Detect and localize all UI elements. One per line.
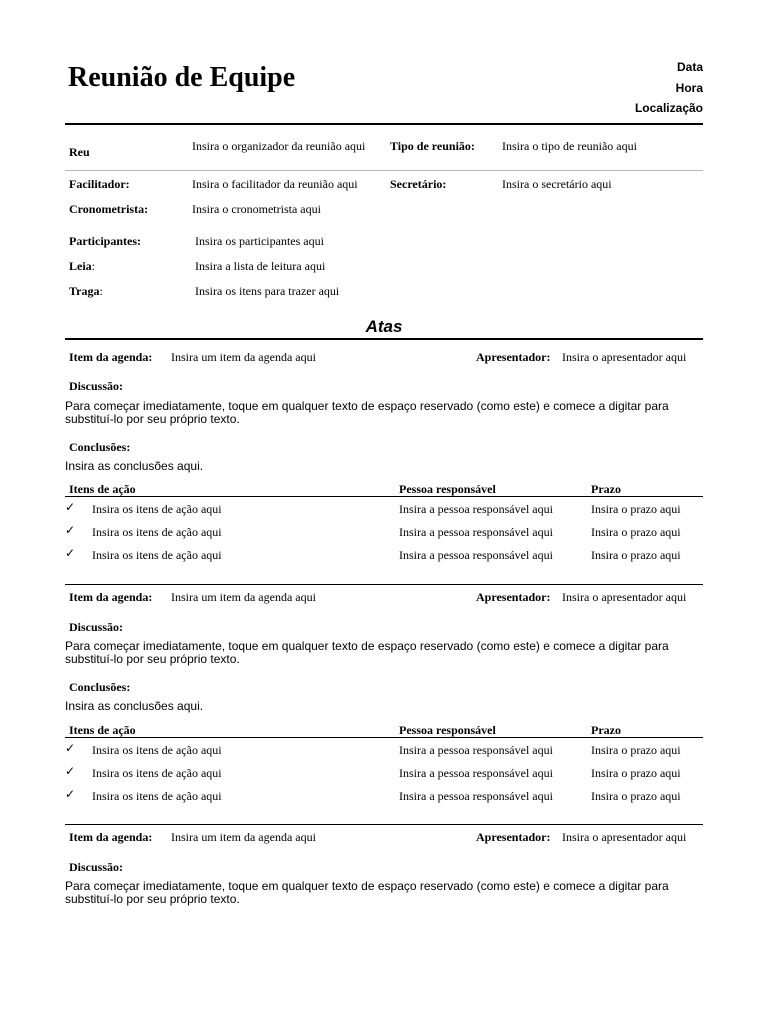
checkmark-icon: ✓ xyxy=(65,787,76,801)
deadline-header: Prazo xyxy=(591,723,621,737)
organizer-label: Reu xyxy=(69,145,90,159)
action-items-header: Itens de ação xyxy=(69,723,136,737)
action-table-divider xyxy=(65,737,703,738)
conclusions-text[interactable]: Insira as conclusões aqui. xyxy=(65,459,204,473)
participants-label: Participantes: xyxy=(69,234,141,248)
discussion-text[interactable]: Para começar imediatamente, toque em qualquer texto de espaço reservado (como este) e comece a digitar para substituí-lo por seu próprio texto. xyxy=(65,639,669,666)
time-field[interactable]: Hora xyxy=(675,81,703,95)
action-deadline[interactable]: Insira o prazo aqui xyxy=(591,743,681,757)
presenter-label: Apresentador: xyxy=(476,350,551,364)
secretary-value[interactable]: Insira o secretário aqui xyxy=(502,177,612,191)
organizer-value[interactable]: Insira o organizador da reunião aqui xyxy=(192,139,366,153)
bring-label-colon: : xyxy=(99,284,103,298)
checkmark-icon: ✓ xyxy=(65,741,76,755)
bring-label-text: Traga xyxy=(69,284,100,298)
read-label-colon: : xyxy=(91,259,96,273)
action-person[interactable]: Insira a pessoa responsável aqui xyxy=(399,766,553,780)
presenter-value[interactable]: Insira o apresentador aqui xyxy=(562,830,687,844)
checkmark-icon: ✓ xyxy=(65,523,76,537)
agenda-item-value[interactable]: Insira um item da agenda aqui xyxy=(171,350,316,364)
meeting-type-label: Tipo de reunião: xyxy=(390,139,475,153)
agenda-item-label: Item da agenda: xyxy=(69,350,153,364)
discussion-text[interactable]: Para começar imediatamente, toque em qualquer texto de espaço reservado (como este) e comece a digitar para substituí-lo por seu próprio texto. xyxy=(65,399,669,426)
checkmark-icon: ✓ xyxy=(65,764,76,778)
location-field[interactable]: Localização xyxy=(634,101,703,115)
participants-value[interactable]: Insira os participantes aqui xyxy=(195,234,324,248)
action-item[interactable]: Insira os itens de ação aqui xyxy=(92,502,222,516)
action-item[interactable]: Insira os itens de ação aqui xyxy=(92,766,222,780)
action-deadline[interactable]: Insira o prazo aqui xyxy=(591,789,681,803)
minutes-heading: Atas xyxy=(365,317,403,336)
timekeeper-label: Cronometrista: xyxy=(69,202,149,216)
discussion-label: Discussão: xyxy=(69,620,124,634)
details-divider xyxy=(65,170,703,171)
read-label xyxy=(69,259,95,274)
agenda-item-label: Item da agenda: xyxy=(69,590,153,604)
agenda-item-label: Item da agenda: xyxy=(69,830,153,844)
action-items-header: Itens de ação xyxy=(69,482,136,496)
action-deadline[interactable]: Insira o prazo aqui xyxy=(591,525,681,539)
action-person[interactable]: Insira a pessoa responsável aqui xyxy=(399,789,553,803)
checkmark-icon: ✓ xyxy=(65,546,76,560)
presenter-value[interactable]: Insira o apresentador aqui xyxy=(562,350,687,364)
date-field[interactable]: Data xyxy=(676,60,703,74)
action-person[interactable]: Insira a pessoa responsável aqui xyxy=(399,502,553,516)
deadline-header: Prazo xyxy=(591,482,621,496)
responsible-header: Pessoa responsável xyxy=(399,723,496,737)
responsible-header: Pessoa responsável xyxy=(399,482,496,496)
action-person[interactable]: Insira a pessoa responsável aqui xyxy=(399,548,553,562)
secretary-label: Secretário: xyxy=(390,177,447,191)
read-label-text: Leia xyxy=(69,259,92,273)
timekeeper-value[interactable]: Insira o cronometrista aqui xyxy=(192,202,321,216)
agenda-item-value[interactable]: Insira um item da agenda aqui xyxy=(171,590,316,604)
action-deadline[interactable]: Insira o prazo aqui xyxy=(591,502,681,516)
conclusions-label: Conclusões: xyxy=(69,440,131,454)
facilitator-label: Facilitador: xyxy=(69,177,130,191)
discussion-text[interactable]: Para começar imediatamente, toque em qualquer texto de espaço reservado (como este) e comece a digitar para substituí-lo por seu próprio texto. xyxy=(65,879,669,906)
presenter-value[interactable]: Insira o apresentador aqui xyxy=(562,590,687,604)
agenda-item-value[interactable]: Insira um item da agenda aqui xyxy=(171,830,316,844)
discussion-label: Discussão: xyxy=(69,379,124,393)
action-deadline[interactable]: Insira o prazo aqui xyxy=(591,548,681,562)
agenda-divider xyxy=(65,824,703,825)
conclusions-label: Conclusões: xyxy=(69,680,131,694)
action-person[interactable]: Insira a pessoa responsável aqui xyxy=(399,525,553,539)
checkmark-icon: ✓ xyxy=(65,500,76,514)
presenter-label: Apresentador: xyxy=(476,590,551,604)
presenter-label: Apresentador: xyxy=(476,830,551,844)
read-value[interactable]: Insira a lista de leitura aqui xyxy=(195,259,326,273)
action-table-divider xyxy=(65,496,703,497)
action-item[interactable]: Insira os itens de ação aqui xyxy=(92,525,222,539)
action-deadline[interactable]: Insira o prazo aqui xyxy=(591,766,681,780)
discussion-label: Discussão: xyxy=(69,860,124,874)
conclusions-text[interactable]: Insira as conclusões aqui. xyxy=(65,699,204,713)
action-item[interactable]: Insira os itens de ação aqui xyxy=(92,743,222,757)
facilitator-value[interactable]: Insira o facilitador da reunião aqui xyxy=(192,177,358,191)
agenda-divider xyxy=(65,584,703,585)
header-divider xyxy=(65,123,703,125)
minutes-divider xyxy=(65,338,703,340)
action-item[interactable]: Insira os itens de ação aqui xyxy=(92,548,222,562)
meeting-type-value[interactable]: Insira o tipo de reunião aqui xyxy=(502,139,637,153)
action-item[interactable]: Insira os itens de ação aqui xyxy=(92,789,222,803)
bring-label xyxy=(69,284,103,299)
page-title: Reunião de Equipe xyxy=(68,62,296,93)
bring-value[interactable]: Insira os itens para trazer aqui xyxy=(195,284,340,298)
action-person[interactable]: Insira a pessoa responsável aqui xyxy=(399,743,553,757)
